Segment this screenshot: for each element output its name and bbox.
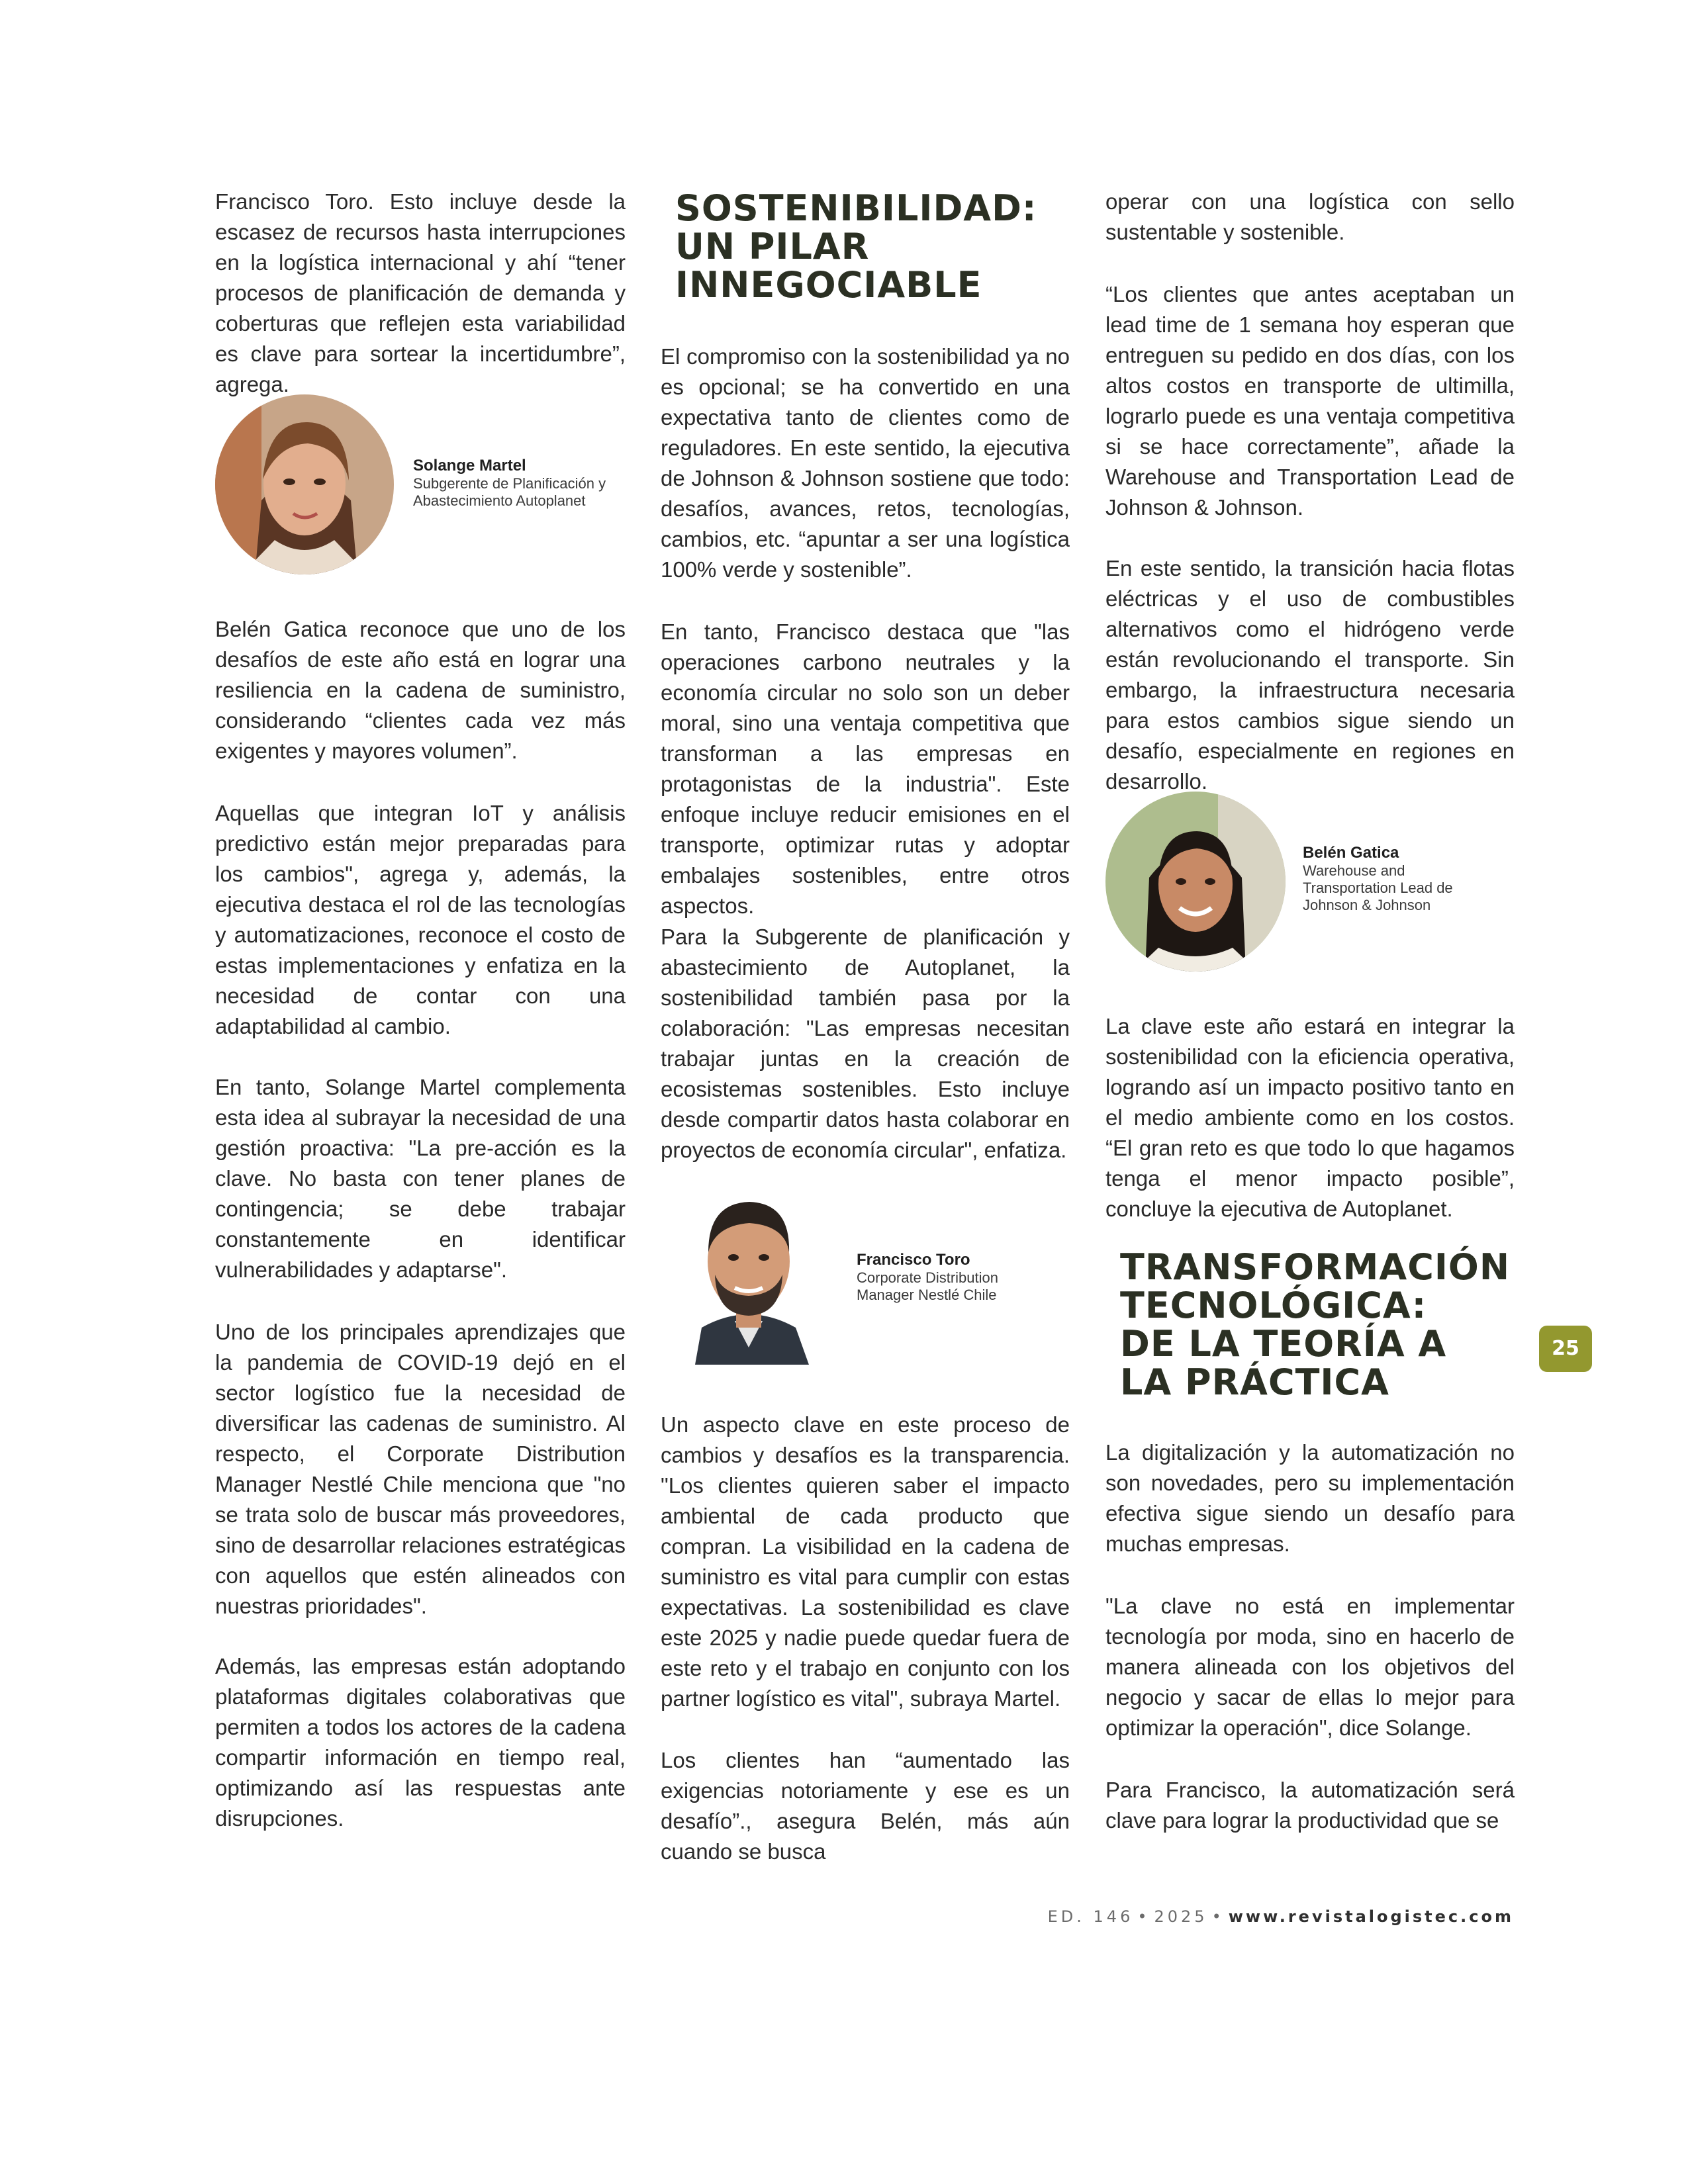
belen-gatica-caption	[1303, 844, 1475, 914]
belen-gatica-photo	[1105, 792, 1286, 972]
col1-paragraph-4: En tanto, Solange Martel complementa esta idea al subrayar la necesidad de una gestión proactiva: "La pre-acción es la clave. No basta con tener planes de contingencia; se debe trabajar constantemente en identificar vulnerabilidades y adaptarse".	[215, 1075, 626, 1282]
section-heading-sostenibilidad: SOSTENIBILIDAD: UN PILAR INNEGOCIABLE	[675, 187, 1037, 306]
footer-website-link[interactable]: www.revistalogistec.com	[1228, 1907, 1514, 1926]
col2-paragraph-2: En tanto, Francisco destaca que "las operaciones carbono neutrales y la economía circular no solo son un deber moral, sino una ventaja competitiva que transforman a las empresas en protagonistas de la industria". Este enfoque incluye reducir emisiones en el transporte, optimizar rutas y adoptar embalajes sostenibles, entre otros aspectos.	[661, 619, 1070, 918]
col2-paragraph-5: Los clientes han “aumentado las exigencias notoriamente y ese es un desafío”., asegura Belén, más aún cuando se busca	[661, 1748, 1070, 1864]
profile-role: Corporate Distribution Manager Nestlé Chile	[857, 1269, 998, 1303]
solange-martel-caption	[413, 457, 625, 510]
col3-paragraph-6: "La clave no está en implementar tecnología por moda, sino en hacerlo de manera alineada con los objetivos del negocio y sacar de ellas lo mejor para optimizar la operación", dice Solange.	[1105, 1594, 1515, 1740]
col1-paragraph-5: Uno de los principales aprendizajes que la pandemia de COVID-19 dejó en el sector logístico fue la necesidad de diversificar las cadenas de suministro. Al respecto, el Corporate Distribution Manager Nestlé Chile menciona que "no se trata solo de buscar más proveedores, sino de desarrollar relaciones estratégicas con aquellos que estén alineados con nuestras prioridades".	[215, 1320, 626, 1618]
col2-paragraph-3: Para la Subgerente de planificación y abastecimiento de Autoplanet, la sostenibilidad también pasa por la colaboración: "Las empresas necesitan trabajar juntas en la creación de ecosistemas sostenibles. Esto incluye desde compartir datos hasta colaborar en proyectos de economía circular", enfatiza.	[661, 925, 1070, 1162]
profile-role: Subgerente de Planificación y Abastecimiento Autoplanet	[413, 475, 606, 509]
profile-name: Belén Gatica	[1303, 844, 1399, 862]
profile-role: Warehouse and Transportation Lead de Johnson & Johnson	[1303, 862, 1453, 913]
francisco-toro-caption	[857, 1251, 1035, 1304]
section-heading-transformacion: TRANSFORMACIÓN TECNOLÓGICA: DE LA TEORÍA A LA PRÁCTICA	[1120, 1246, 1511, 1403]
page-number-badge: 25	[1539, 1326, 1592, 1372]
profile-name: Francisco Toro	[857, 1251, 970, 1269]
solange-martel-photo	[215, 394, 394, 574]
col3-paragraph-3: En este sentido, la transición hacia flotas eléctricas y el uso de combustibles alternativos como el hidrógeno verde están revolucionando el transporte. Sin embargo, la infraestructura necesaria para estos cambios sigue siendo un desafío, especialmente en regiones en desarrollo.	[1105, 556, 1515, 794]
col1-paragraph-1: Francisco Toro. Esto incluye desde la escasez de recursos hasta interrupciones en la logística internacional y ahí “tener procesos de planificación de demanda y coberturas que reflejen esta variabilidad es clave para sortear la incertidumbre”, agrega.	[215, 189, 626, 396]
footer-year: 2025	[1154, 1907, 1208, 1926]
col3-paragraph-7: Para Francisco, la automatización será clave para lograr la productividad que se	[1105, 1778, 1515, 1833]
col3-paragraph-2: “Los clientes que antes aceptaban un lead time de 1 semana hoy esperan que entreguen su pedido en dos días, con los altos costos en transporte de ultimilla, lograrlo puede es una ventaja competitiva si se hace correctamente”, añade la Warehouse and Transportation Lead de Johnson & Johnson.	[1105, 282, 1515, 520]
page-footer	[1048, 1907, 1514, 1926]
footer-edition: ED. 146	[1047, 1907, 1134, 1926]
col3-paragraph-1: operar con una logística con sello sustentable y sostenible.	[1105, 189, 1515, 244]
col3-paragraph-5: La digitalización y la automatización no son novedades, pero su implementación efectiva sigue siendo un desafío para muchas empresas.	[1105, 1440, 1515, 1556]
col3-paragraph-4: La clave este año estará en integrar la sostenibilidad con la eficiencia operativa, logrando así un impacto positivo tanto en el medio ambiente como en los costos. “El gran reto es que todo lo que hagamos tenga el menor impacto posible”, concluye la ejecutiva de Autoplanet.	[1105, 1014, 1515, 1221]
francisco-toro-photo	[688, 1189, 809, 1365]
col2-paragraph-1: El compromiso con la sostenibilidad ya no es opcional; se ha convertido en una expectativa tanto de clientes como de reguladores. En este sentido, la ejecutiva de Johnson & Johnson sostiene que todo: desafíos, avances, retos, tecnologías, cambios, etc. “apuntar a ser una logística 100% verde y sostenible”.	[661, 344, 1070, 582]
col1-paragraph-6: Además, las empresas están adoptando plataformas digitales colaborativas que permiten a todos los actores de la cadena compartir información en tiempo real, optimizando así las respuestas ante disrupciones.	[215, 1654, 626, 1831]
footer-separator: •	[1137, 1907, 1150, 1926]
col1-paragraph-3: Aquellas que integran IoT y análisis predictivo están mejor preparadas para los cambios", agrega y, además, la ejecutiva destaca el rol de las tecnologías y automatizaciones, reconoce el costo de estas implementaciones y enfatiza en la necesidad de contar con una adaptabilidad al cambio.	[215, 801, 626, 1038]
profile-name: Solange Martel	[413, 457, 526, 475]
col2-paragraph-4: Un aspecto clave en este proceso de cambios y desafíos es la transparencia. "Los clientes quieren saber el impacto ambiental de cada producto que compran. La visibilidad en la cadena de suministro es vital para cumplir con estas expectativas. La sostenibilidad es clave este 2025 y nadie puede quedar fuera de este reto y el trabajo en conjunto con los partner logístico es vital", subraya Martel.	[661, 1412, 1070, 1711]
footer-separator: •	[1211, 1907, 1225, 1926]
col1-paragraph-2: Belén Gatica reconoce que uno de los desafíos de este año está en lograr una resiliencia en la cadena de suministro, considerando “clientes cada vez más exigentes y mayores volumen”.	[215, 617, 626, 763]
